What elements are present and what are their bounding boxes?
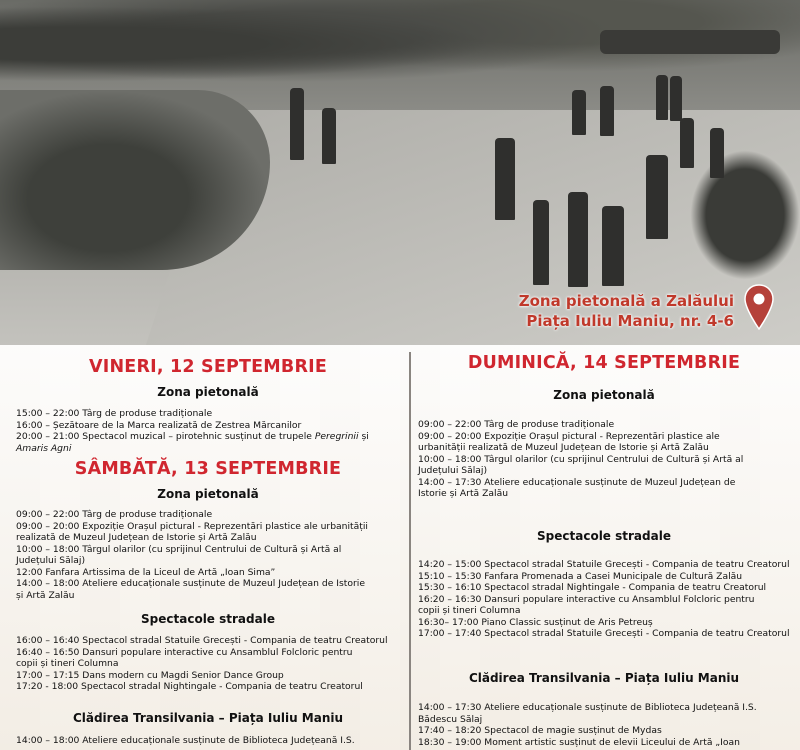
- saturday-spectacole-heading: Spectacole stradale: [141, 612, 275, 626]
- person-figure: [656, 75, 668, 120]
- tree-bush: [690, 150, 800, 280]
- list-item: 17:00 – 17:40 Spectacol stradal Statuile Grecești - Compania de teatru Creatorul: [418, 628, 790, 639]
- list-item: 14:00 – 18:00 Ateliere educaționale susținute de Biblioteca Județeană I.S.: [16, 735, 355, 746]
- person-figure: [670, 76, 682, 121]
- location-pin-icon: [744, 284, 774, 330]
- friday-list: [16, 408, 400, 454]
- sunday-zona-heading: Zona pietonală: [553, 388, 655, 402]
- list-item: 17:20 - 18:00 Spectacol stradal Nightingale - Compania de teatru Creatorul: [16, 681, 363, 692]
- location-line2: Piața Iuliu Maniu, nr. 4-6: [526, 312, 734, 330]
- location-line1: Zona pietonală a Zalăului: [518, 292, 734, 310]
- event-location: [519, 291, 734, 331]
- list-item: 20:00 – 21:00 Spectacol muzical – pirotehnic susținut de trupele Peregrinii și: [16, 431, 369, 442]
- person-figure: [710, 128, 724, 178]
- list-item: 17:00 – 17:15 Dans modern cu Magdi Senior Dance Group: [16, 669, 284, 681]
- sunday-spectacole-heading: Spectacole stradale: [537, 529, 671, 543]
- friday-zona-heading: Zona pietonală: [157, 385, 259, 399]
- list-item: 16:00 – Șezătoare de la Marca realizată de Zestrea Mărcanilor: [16, 419, 302, 431]
- saturday-spectacole-list: [16, 635, 400, 693]
- list-item: 14:00 – 17:30 Ateliere educaționale susținute de Biblioteca Județeană I.S.: [418, 702, 757, 713]
- list-item: și Artă Zalău: [16, 589, 75, 601]
- list-item: copii și tineri Columna: [16, 658, 119, 669]
- list-item: 14:00 – 18:00 Ateliere educaționale susținute de Muzeul Județean de Istorie: [16, 578, 365, 589]
- list-item: 10:00 – 18:00 Târgul olarilor (cu sprijinul Centrului de Cultură și Artă al: [16, 543, 342, 555]
- person-figure: [495, 138, 515, 220]
- list-item: Bădescu Sălaj: [418, 713, 483, 725]
- list-item: Județului Sălaj): [16, 555, 86, 566]
- person-figure: [572, 90, 586, 135]
- list-item: 18:30 – 19:00 Moment artistic susținut de elevii Liceului de Artă „Ioan: [418, 736, 740, 748]
- list-item: 16:30– 17:00 Piano Classic susținut de Aris Petreuș: [418, 616, 653, 628]
- list-item: 10:00 – 18:00 Târgul olarilor (cu sprijinul Centrului de Cultură și Artă al: [418, 453, 744, 465]
- sunday-spectacole-list: [418, 559, 790, 640]
- saturday-zona-list: [16, 509, 400, 601]
- saturday-zona-heading: Zona pietonală: [157, 487, 259, 501]
- list-item: urbanității realizată de Muzeul Județean de Istorie și Artă Zalău: [418, 442, 709, 453]
- list-item: 09:00 – 20:00 Expoziție Orașul pictural - Reprezentări plastice ale: [418, 430, 720, 442]
- header-photo: [0, 0, 800, 345]
- list-item: 16:00 – 16:40 Spectacol stradal Statuile Grecești - Compania de teatru Creatorul: [16, 635, 388, 646]
- saturday-heading: SÂMBĂTĂ, 13 SEPTEMBRIE: [74, 459, 342, 479]
- saturday-cladire-list: [16, 735, 400, 747]
- person-figure: [600, 86, 614, 136]
- person-figure: [322, 108, 336, 164]
- sunday-cladire-heading: Clădirea Transilvania – Piața Iuliu Maniu: [468, 671, 740, 685]
- list-item: 15:30 – 16:10 Spectacol stradal Nightingale - Compania de teatru Creatorul: [418, 582, 767, 593]
- column-divider: [409, 352, 411, 750]
- list-item: Județului Sălaj): [418, 465, 488, 476]
- crowd: [600, 30, 780, 54]
- list-item: 12:00 Fanfara Artissima de la Liceul de Artă „Ioan Sima”: [16, 566, 276, 578]
- sunday-heading: DUMINICĂ, 14 SEPTEMBRIE: [467, 353, 741, 373]
- sunday-cladire-list: [418, 702, 790, 748]
- list-item: 14:00 – 17:30 Ateliere educaționale susținute de Muzeul Județean de: [418, 476, 736, 488]
- list-item: copii și tineri Columna: [418, 605, 521, 616]
- friday-heading: VINERI, 12 SEPTEMBRIE: [89, 357, 327, 377]
- person-figure: [602, 206, 624, 286]
- list-item: realizată de Muzeul Județean de Istorie și Artă Zalău: [16, 532, 257, 543]
- list-item: 09:00 – 20:00 Expoziție Orașul pictural - Reprezentări plastice ale urbanității: [16, 520, 368, 532]
- list-item: 14:20 – 15:00 Spectacol stradal Statuile Grecești - Compania de teatru Creatorul: [418, 559, 790, 570]
- person-figure: [568, 192, 588, 287]
- saturday-cladire-heading: Clădirea Transilvania – Piața Iuliu Maniu: [72, 711, 344, 725]
- person-figure: [646, 155, 668, 239]
- list-item: Amaris Agni: [16, 442, 72, 454]
- list-item: 17:40 – 18:20 Spectacol de magie susținut de Mydas: [418, 725, 662, 736]
- list-item: Istorie și Artă Zalău: [418, 488, 509, 499]
- person-figure: [290, 88, 304, 160]
- list-item: 15:10 – 15:30 Fanfara Promenada a Casei Municipale de Cultură Zalău: [418, 570, 743, 582]
- list-item: 09:00 – 22:00 Târg de produse tradiționale: [418, 419, 615, 430]
- list-item: 09:00 – 22:00 Târg de produse tradiționale: [16, 509, 213, 520]
- list-item: 15:00 – 22:00 Târg de produse tradiționale: [16, 408, 213, 419]
- person-figure: [680, 118, 694, 168]
- sunday-zona-list: [418, 419, 790, 500]
- person-figure: [533, 200, 549, 285]
- list-item: 16:40 – 16:50 Dansuri populare interactive cu Ansamblul Folcloric pentru: [16, 646, 353, 658]
- list-item: 16:20 – 16:30 Dansuri populare interactive cu Ansamblul Folcloric pentru: [418, 593, 755, 605]
- flower-garden: [0, 90, 270, 270]
